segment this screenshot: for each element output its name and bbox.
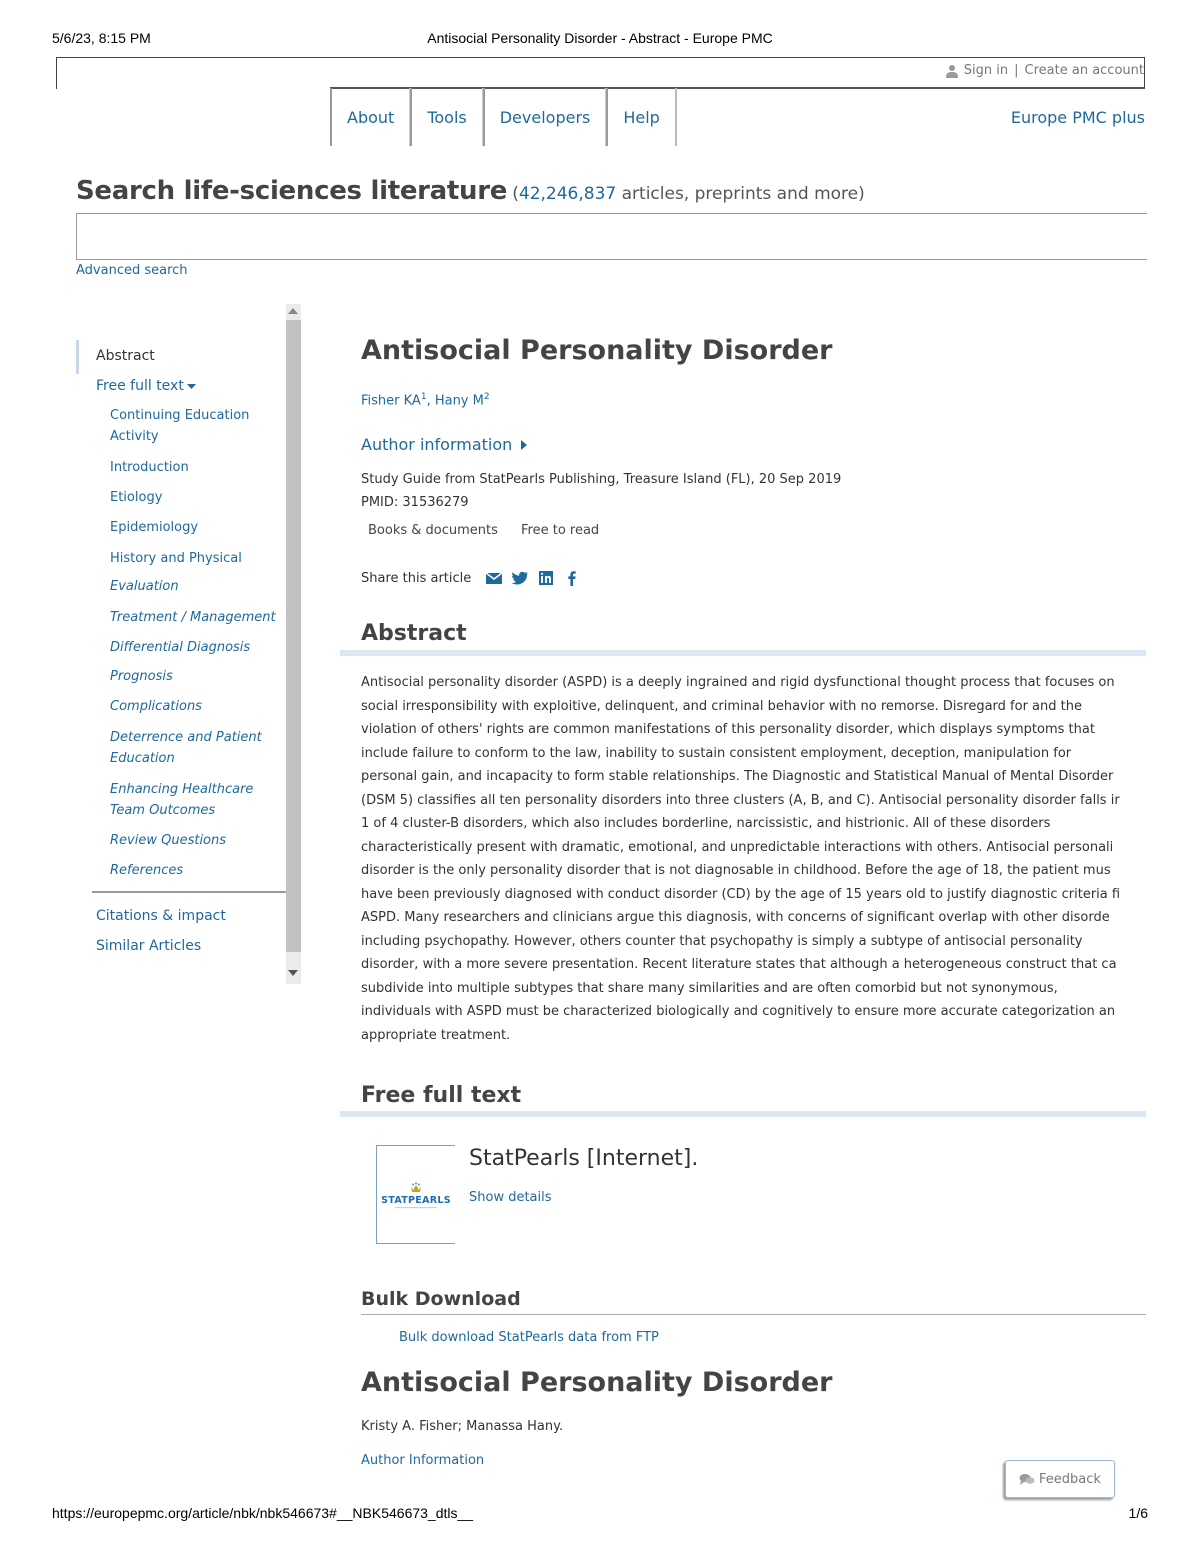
abstract-line: personal gain, and incapacity to form stable relationships. The Diagnostic and Statistical Manual of Mental Disorder	[361, 769, 1114, 784]
sidebar-section-continuing-education[interactable]: Continuing Education Activity	[110, 408, 250, 444]
search-count-open: (	[512, 184, 519, 204]
scroll-down-arrow-icon[interactable]	[288, 970, 298, 976]
author-information-toggle[interactable]	[361, 435, 530, 454]
bulk-download-ftp-link[interactable]: Bulk download StatPearls data from FTP	[399, 1330, 659, 1345]
bulk-download-heading: Bulk Download	[361, 1288, 521, 1310]
sidebar-section-prognosis[interactable]: Prognosis	[110, 669, 173, 684]
person-icon	[946, 64, 958, 78]
abstract-heading: Abstract	[361, 621, 467, 646]
search-title: Search life-sciences literature	[76, 176, 508, 206]
sidebar-section-review-questions[interactable]: Review Questions	[110, 833, 227, 848]
sign-in-link[interactable]: Sign in	[963, 63, 1009, 78]
abstract-line: appropriate treatment.	[361, 1027, 511, 1043]
sidebar-section-references[interactable]: References	[110, 863, 184, 878]
author-link[interactable]: Hany M	[434, 393, 484, 409]
sidebar-divider	[92, 891, 286, 893]
abstract-body	[361, 671, 1146, 1047]
print-page-number: 1/6	[1128, 1505, 1148, 1521]
feedback-button[interactable]	[1005, 1460, 1115, 1498]
abstract-line: have been previously diagnosed with conduct disorder (CD) by the age of 15 years old to justify diagnostic criteria fi	[361, 886, 1121, 902]
create-account-link[interactable]: Create an account	[1024, 63, 1144, 78]
print-header	[52, 30, 1148, 48]
abstract-line: including psychopathy. However, others counter that psychopathy is simply a subtype of antisocial personality	[361, 933, 1083, 949]
facebook-icon[interactable]	[563, 569, 581, 587]
sidebar-section-enhancing-healthcare[interactable]: Enhancing Healthcare Team Outcomes	[110, 782, 254, 818]
abstract-line: disorder, with a more severe presentation. Recent literature states that although a heterogeneous construct that ca	[361, 957, 1117, 972]
abstract-line: violation of others' rights are common manifestations of this personality disorder, which displays symptoms that	[361, 722, 1095, 737]
statpearls-logo[interactable]	[376, 1145, 455, 1244]
article-count-link[interactable]: 42,246,837	[518, 184, 617, 204]
print-url: https://europepmc.org/article/nbk/nbk546673#__NBK546673_dtls__	[52, 1505, 474, 1521]
sidebar-item-label: Free full text	[96, 378, 184, 394]
abstract-line: individuals with ASPD must be characterized biologically and cognitively to ensure more accurate categorization an	[361, 1004, 1116, 1019]
caret-right-icon	[518, 439, 530, 451]
abstract-line: (DSM 5) classifies all ten personality disorders into three clusters (A, B, and C). Antisocial personality disorder falls ir	[361, 792, 1120, 808]
nav-tab-developers[interactable]: Developers	[483, 88, 607, 146]
twitter-icon[interactable]	[511, 569, 529, 587]
free-full-text-heading: Free full text	[361, 1083, 522, 1108]
sidebar-section-introduction[interactable]: Introduction	[110, 460, 189, 475]
book-authors: Kristy A. Fisher; Manassa Hany.	[361, 1419, 564, 1434]
book-chapter-title: Antisocial Personality Disorder	[361, 1367, 833, 1398]
nav-tab-tools[interactable]: Tools	[410, 88, 482, 146]
sidebar-section-complications[interactable]: Complications	[110, 699, 202, 714]
badge-free-to-read: Free to read	[521, 523, 600, 538]
pmid: PMID: 31536279	[361, 495, 469, 510]
share-article	[361, 569, 581, 587]
book-author-information-link[interactable]: Author Information	[361, 1453, 485, 1468]
scroll-up-arrow-icon[interactable]	[288, 308, 298, 314]
print-page-title: Antisocial Personality Disorder - Abstract - Europe PMC	[427, 30, 773, 46]
show-details-link[interactable]: Show details	[469, 1190, 552, 1205]
abstract-heading-rule	[340, 650, 1146, 656]
sidebar-item-free-full-text[interactable]	[96, 376, 197, 397]
share-label: Share this article	[361, 570, 472, 586]
abstract-line: 1 of 4 cluster-B disorders, which also includes borderline, narcissistic, and histrionic. All of these disorders	[361, 816, 1051, 831]
abstract-line: disorder is the only personality disorder that is not diagnosable in childhood. Before the age of 18, the patient mus	[361, 863, 1111, 878]
sidebar-section-etiology[interactable]: Etiology	[110, 490, 163, 505]
linkedin-icon[interactable]	[537, 569, 555, 587]
abstract-line: ASPD. Many researchers and clinicians argue this diagnosis, with concerns of significant overlap with other disorde	[361, 910, 1110, 925]
sidebar-item-citations[interactable]: Citations & impact	[96, 908, 226, 924]
badge-books-documents: Books & documents	[368, 523, 498, 538]
sidebar-section-epidemiology[interactable]: Epidemiology	[110, 520, 199, 535]
sidebar-section-differential-diagnosis[interactable]: Differential Diagnosis	[110, 640, 251, 655]
article-title: Antisocial Personality Disorder	[361, 335, 833, 366]
sidebar-scrollbar-thumb[interactable]	[286, 320, 301, 952]
author-separator: ,	[426, 393, 435, 409]
statpearls-logo-image	[377, 1146, 456, 1245]
search-input[interactable]	[76, 213, 1147, 260]
active-section-indicator	[76, 340, 79, 374]
author-information-label: Author information	[361, 435, 513, 454]
statpearls-logo-text: STATPEARLS	[381, 1195, 451, 1206]
sidebar-section-deterrence[interactable]: Deterrence and Patient Education	[110, 730, 262, 766]
article-sidebar	[76, 304, 302, 984]
author-affiliation-number: 1	[420, 392, 427, 402]
sidebar-item-abstract[interactable]: Abstract	[96, 348, 155, 364]
publication-source: Study Guide from StatPearls Publishing, Treasure Island (FL), 20 Sep 2019	[361, 472, 842, 487]
sidebar-section-treatment[interactable]: Treatment / Management	[110, 610, 276, 625]
print-footer	[52, 1505, 1148, 1523]
print-datetime: 5/6/23, 8:15 PM	[52, 30, 151, 46]
author-affiliation-number: 2	[483, 392, 490, 402]
abstract-line: social irresponsibility with exploitive, delinquent, and criminal behavior with no remorse. Disregard for and the	[361, 698, 1082, 714]
feedback-label: Feedback	[1039, 1471, 1101, 1487]
account-separator: |	[1014, 63, 1019, 78]
main-nav	[330, 88, 677, 146]
sidebar-section-evaluation[interactable]: Evaluation	[110, 579, 179, 594]
caret-down-icon	[186, 383, 197, 391]
bulk-download-rule	[361, 1314, 1146, 1315]
sidebar-section-history-physical[interactable]: History and Physical	[110, 551, 242, 566]
nav-tab-help[interactable]: Help	[606, 88, 676, 146]
advanced-search-link[interactable]: Advanced search	[76, 263, 188, 278]
abstract-line: include failure to conform to the law, inability to sustain consistent employment, deception, manipulation for	[361, 745, 1072, 761]
search-count-wrap	[512, 184, 865, 204]
account-links	[946, 63, 1144, 78]
free-full-text-heading-rule	[340, 1111, 1146, 1117]
abstract-line: characteristically present with dramatic, emotional, and unpredictable interactions with others. Antisocial personali	[361, 839, 1114, 855]
abstract-line: subdivide into multiple subtypes that share many similarities and are often comorbid but not synonymous,	[361, 980, 1058, 996]
chat-bubble-icon	[1019, 1473, 1035, 1486]
article-authors	[361, 392, 490, 408]
sidebar-item-similar-articles[interactable]: Similar Articles	[96, 938, 202, 954]
search-count-suffix: articles, preprints and more)	[616, 184, 865, 204]
europe-pmc-plus-link[interactable]: Europe PMC plus	[1010, 108, 1145, 127]
full-text-source-title: StatPearls [Internet].	[469, 1146, 699, 1171]
author-link[interactable]: Fisher KA	[361, 393, 421, 409]
nav-tab-about[interactable]: About	[330, 88, 410, 146]
search-heading	[76, 176, 865, 206]
email-icon[interactable]	[485, 569, 503, 587]
abstract-line: Antisocial personality disorder (ASPD) is a deeply ingrained and rigid dysfunctional thought process that focuses on	[361, 675, 1115, 690]
